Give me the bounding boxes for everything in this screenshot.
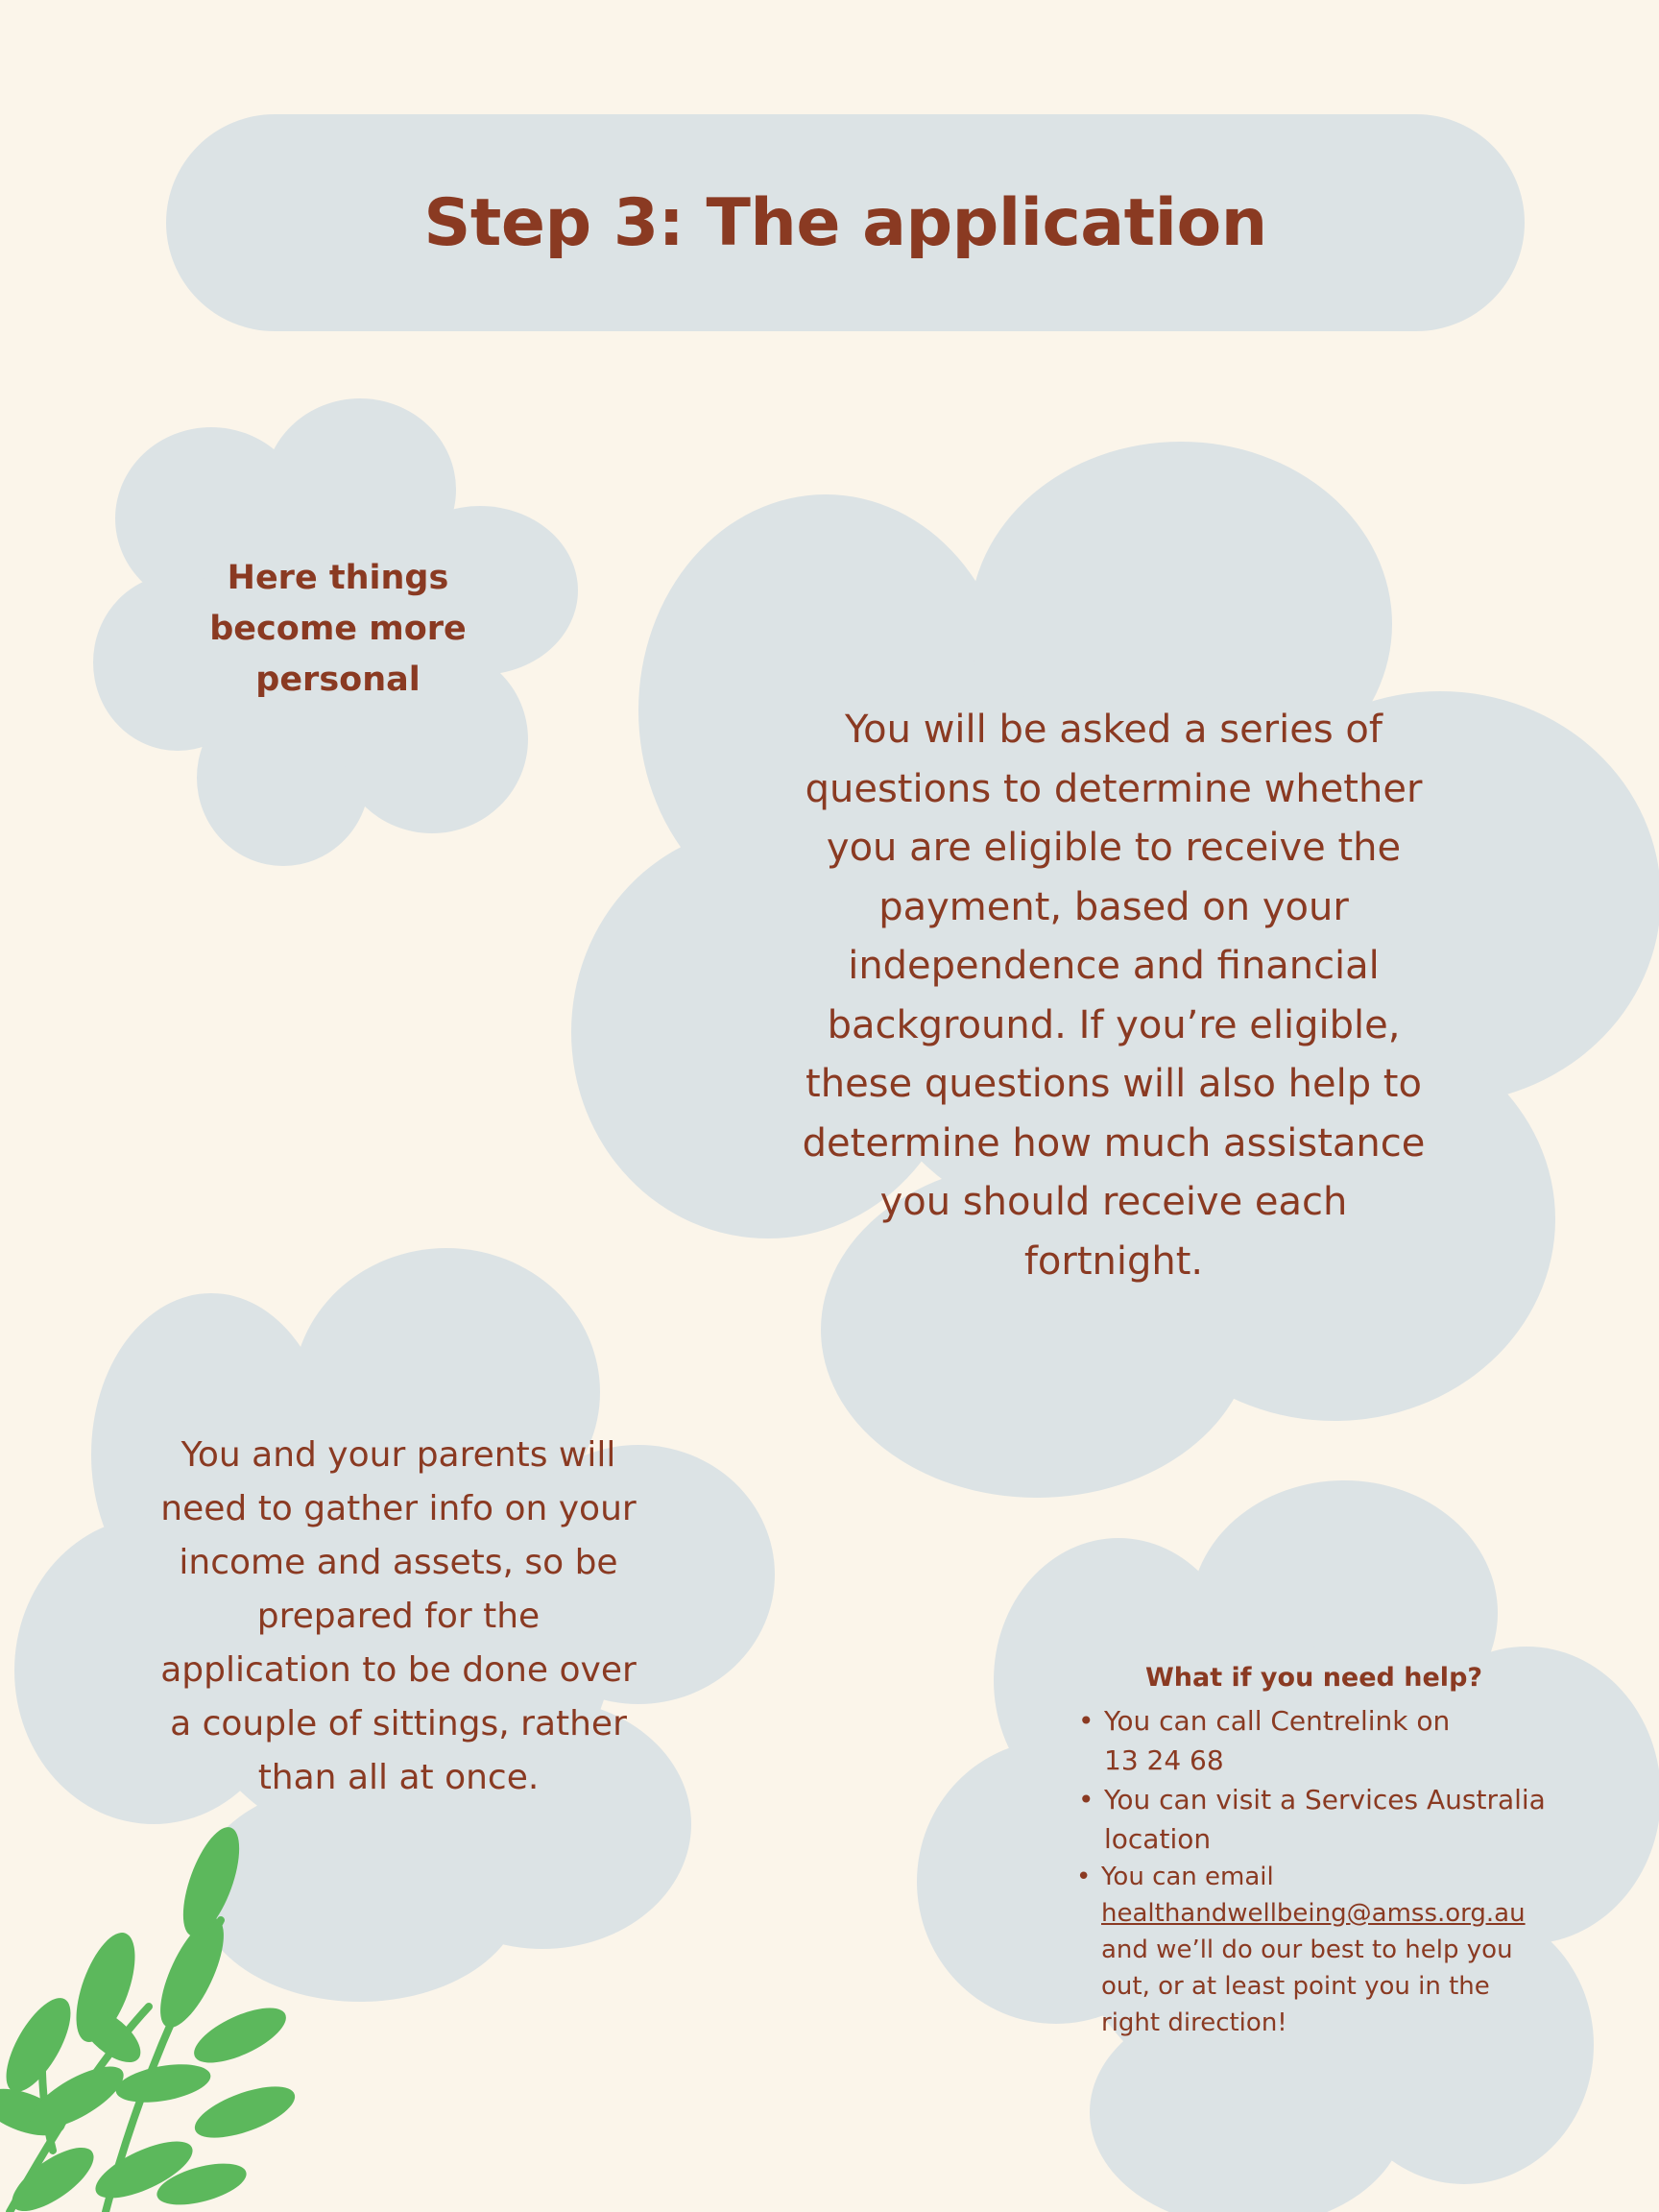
eligibility-line: fortnight.: [1023, 1238, 1204, 1284]
help-heading: What if you need help?: [1145, 1663, 1483, 1693]
help-item-call: [1061, 1701, 1579, 1780]
help-item-text: and we’ll do our best to help you: [1101, 1936, 1513, 1964]
preparation-line: need to gather info on your: [160, 1489, 637, 1528]
intro-line: become more: [209, 610, 467, 648]
help-item-text: location: [1104, 1823, 1212, 1855]
help-item-text: out, or at least point you in the: [1101, 1972, 1490, 2001]
bullet-icon: •: [1078, 1784, 1094, 1815]
intro-flower-text: [163, 553, 513, 706]
bullet-icon: •: [1078, 1705, 1094, 1737]
preparation-line: income and assets, so be: [179, 1543, 618, 1582]
eligibility-line: independence and financial: [848, 944, 1380, 988]
preparation-line: You and your parents will: [180, 1435, 616, 1475]
preparation-line: application to be done over: [160, 1650, 637, 1690]
preparation-text: [115, 1429, 682, 1805]
eligibility-line: questions to determine whether: [805, 766, 1423, 811]
phone-number: 13 24 68: [1104, 1744, 1224, 1776]
help-item-email: [1061, 1859, 1579, 2041]
help-section: [1061, 1659, 1579, 2041]
help-item-text: You can call Centrelink on: [1104, 1705, 1451, 1737]
preparation-line: than all at once.: [257, 1758, 540, 1797]
eligibility-line: you should receive each: [879, 1180, 1348, 1224]
eligibility-line: payment, based on your: [878, 884, 1349, 929]
intro-line: personal: [255, 661, 421, 699]
eligibility-line: You will be asked a series of: [845, 708, 1382, 752]
eligibility-text: [739, 701, 1488, 1291]
title-banner: [166, 114, 1525, 331]
eligibility-line: determine how much assistance: [802, 1120, 1426, 1166]
bullet-icon: •: [1076, 1863, 1092, 1891]
preparation-line: a couple of sittings, rather: [170, 1704, 627, 1743]
page-title: Step 3: The application: [423, 184, 1267, 261]
preparation-line: prepared for the: [256, 1597, 541, 1636]
help-item-text: You can visit a Services Australia: [1104, 1784, 1546, 1815]
eligibility-line: these questions will also help to: [805, 1062, 1422, 1106]
help-item-visit: [1061, 1780, 1579, 1859]
intro-line: Here things: [227, 559, 449, 597]
eligibility-line: you are eligible to receive the: [826, 826, 1402, 870]
email-link[interactable]: healthandwellbeing@amss.org.au: [1101, 1899, 1526, 1928]
help-list: [1061, 1701, 1579, 2041]
help-item-text: right direction!: [1101, 2008, 1287, 2037]
help-item-text: You can email: [1101, 1863, 1274, 1891]
eligibility-line: background. If you’re eligible,: [827, 1002, 1401, 1047]
